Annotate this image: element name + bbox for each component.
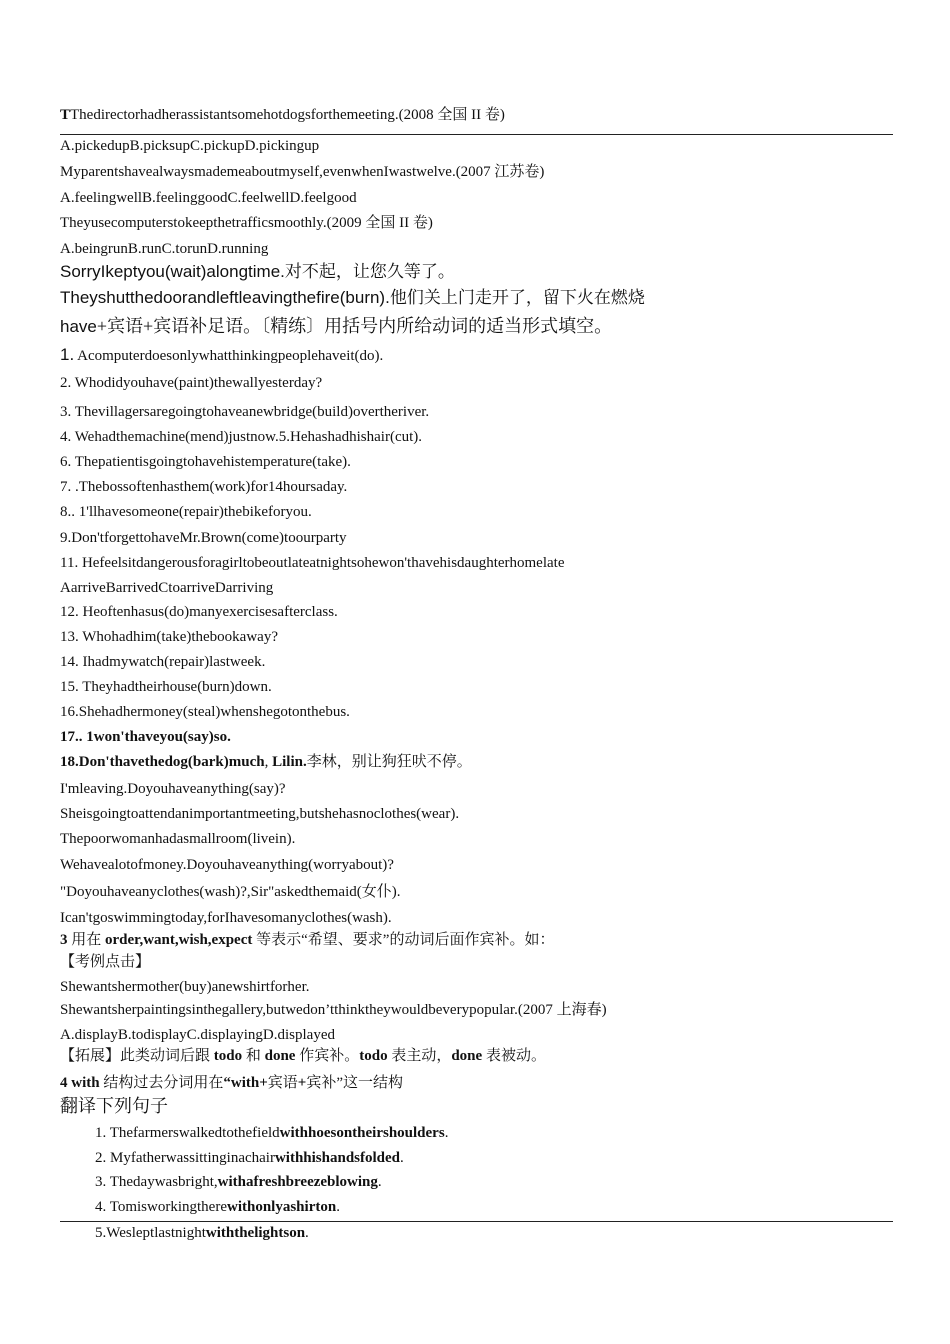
options-line: A.beingrunB.runC.torunD.running: [60, 241, 269, 257]
exercise-item: 6. Thepatientisgoingtohavehistemperature(take).: [60, 454, 351, 470]
question-line: Shewantsherpaintingsinthegallery,butwedon’tthinktheywouldbeverypopular.(2007 上海春): [60, 1002, 607, 1018]
exercise-item: 7. .Thebossoftenhasthem(work)for14hoursaday.: [60, 479, 348, 495]
question-line: [60, 106, 505, 124]
section-heading: 4 with 结构过去分词用在“with+宾语+宾补”这一结构: [60, 1075, 404, 1091]
exercise-item: Sheisgoingtoattendanimportantmeeting,butshehasnoclothes(wear).: [60, 806, 460, 822]
example-sentence: Theyshutthedoorandleftleavingthefire(burn).他们关上门走开了，留下火在燃烧: [60, 288, 645, 307]
exercise-item: Ican'tgoswimmingtoday,forIhavesomanyclothes(wash).: [60, 910, 392, 926]
divider-line: [60, 134, 893, 135]
section-heading: 3 用在 order,want,wish,expect 等表示“希望、要求”的动词后面作宾补。如：: [60, 932, 555, 948]
initial-letter: T: [60, 107, 71, 123]
question-line: Theyusecomputerstokeepthetrafficsmoothly.(2009 全国 II 卷): [60, 215, 433, 231]
exercise-item: 17.. 1won'thaveyou(say)so.: [60, 729, 231, 745]
options-line: A.feelingwellB.feelinggoodC.feelwellD.feelgood: [60, 190, 357, 206]
translation-item: 4. Tomisworkingtherewithonlyashirton.: [95, 1199, 340, 1215]
exercise-item: 1. Acomputerdoesonlywhatthinkingpeoplehaveit(do).: [60, 345, 384, 364]
translation-item: 2. Myfatherwassittinginachairwithhishandsfolded.: [95, 1150, 404, 1166]
translate-heading: 翻译下列句子: [60, 1096, 168, 1116]
exercise-item: 3. Thevillagersaregoingtohaveanewbridge(build)overtheriver.: [60, 404, 430, 420]
exercise-item: Wehavealotofmoney.Doyouhaveanything(worryabout)?: [60, 857, 394, 873]
options-line: A.pickedupB.picksupC.pickupD.pickingup: [60, 138, 320, 154]
divider-line: [60, 1221, 893, 1222]
exercise-item: 4. Wehadthemachine(mend)justnow.5.Hehashadhishair(cut).: [60, 429, 423, 445]
exercise-item: 15. Theyhadtheirhouse(burn)down.: [60, 679, 272, 695]
translation-item: 5.Wesleptlastnightwiththelightson.: [95, 1225, 309, 1241]
exercise-item: 14. Ihadmywatch(repair)lastweek.: [60, 654, 266, 670]
options-line: AarriveBarrivedCtoarriveDarriving: [60, 580, 274, 596]
translation-item: 1. Thefarmerswalkedtothefieldwithhoesontheirshoulders.: [95, 1125, 449, 1141]
example-sentence: SorryIkeptyou(wait)alongtime.对不起，让您久等了。: [60, 262, 455, 281]
section-heading: have+宾语+宾语补足语。〔精练〕用括号内所给动词的适当形式填空。: [60, 316, 613, 336]
exercise-item: 9.Don'tforgettohaveMr.Brown(come)toourparty: [60, 530, 347, 546]
exercise-item: 2. Whodidyouhave(paint)thewallyesterday?: [60, 375, 323, 391]
exercise-item: 13. Whohadhim(take)thebookaway?: [60, 629, 278, 645]
subsection-heading: 【考例点击】: [60, 954, 151, 970]
exercise-item: Shewantshermother(buy)anewshirtforher.: [60, 979, 310, 995]
exercise-item: 11. Hefeelsitdangerousforagirltobeoutlateatnightsohewon'thavehisdaughterhomelate: [60, 555, 565, 571]
exercise-item: 12. Heoftenhasus(do)manyexercisesafterclass.: [60, 604, 338, 620]
exercise-item: I'mleaving.Doyouhaveanything(say)?: [60, 781, 286, 797]
exercise-item: "Doyouhaveanyclothes(wash)?,Sir"askedthemaid(女仆).: [60, 884, 401, 900]
exercise-item: 8.. 1'llhavesomeone(repair)thebikeforyou.: [60, 504, 312, 520]
exercise-item: Thepoorwomanhadasmallroom(livein).: [60, 831, 296, 847]
note-line: 【拓展】此类动词后跟 todo 和 done 作宾补。todo 表主动，done 表被动。: [60, 1048, 546, 1064]
translation-item: 3. Thedaywasbright,withafreshbreezeblowing.: [95, 1174, 382, 1190]
question-text: Thedirectorhadherassistantsomehotdogsforthemeeting.(2008 全国 II 卷): [70, 107, 505, 123]
exercise-item: 16.Shehadhermoney(steal)whenshegotonthebus.: [60, 704, 350, 720]
exercise-item: 18.Don'thavethedog(bark)much, Lilin.李林，别让狗狂吠不停。: [60, 754, 472, 770]
options-line: A.displayB.todisplayC.displayingD.displayed: [60, 1027, 335, 1043]
question-line: Myparentshavealwaysmademeaboutmyself,evenwhenIwastwelve.(2007 江苏卷): [60, 164, 545, 180]
